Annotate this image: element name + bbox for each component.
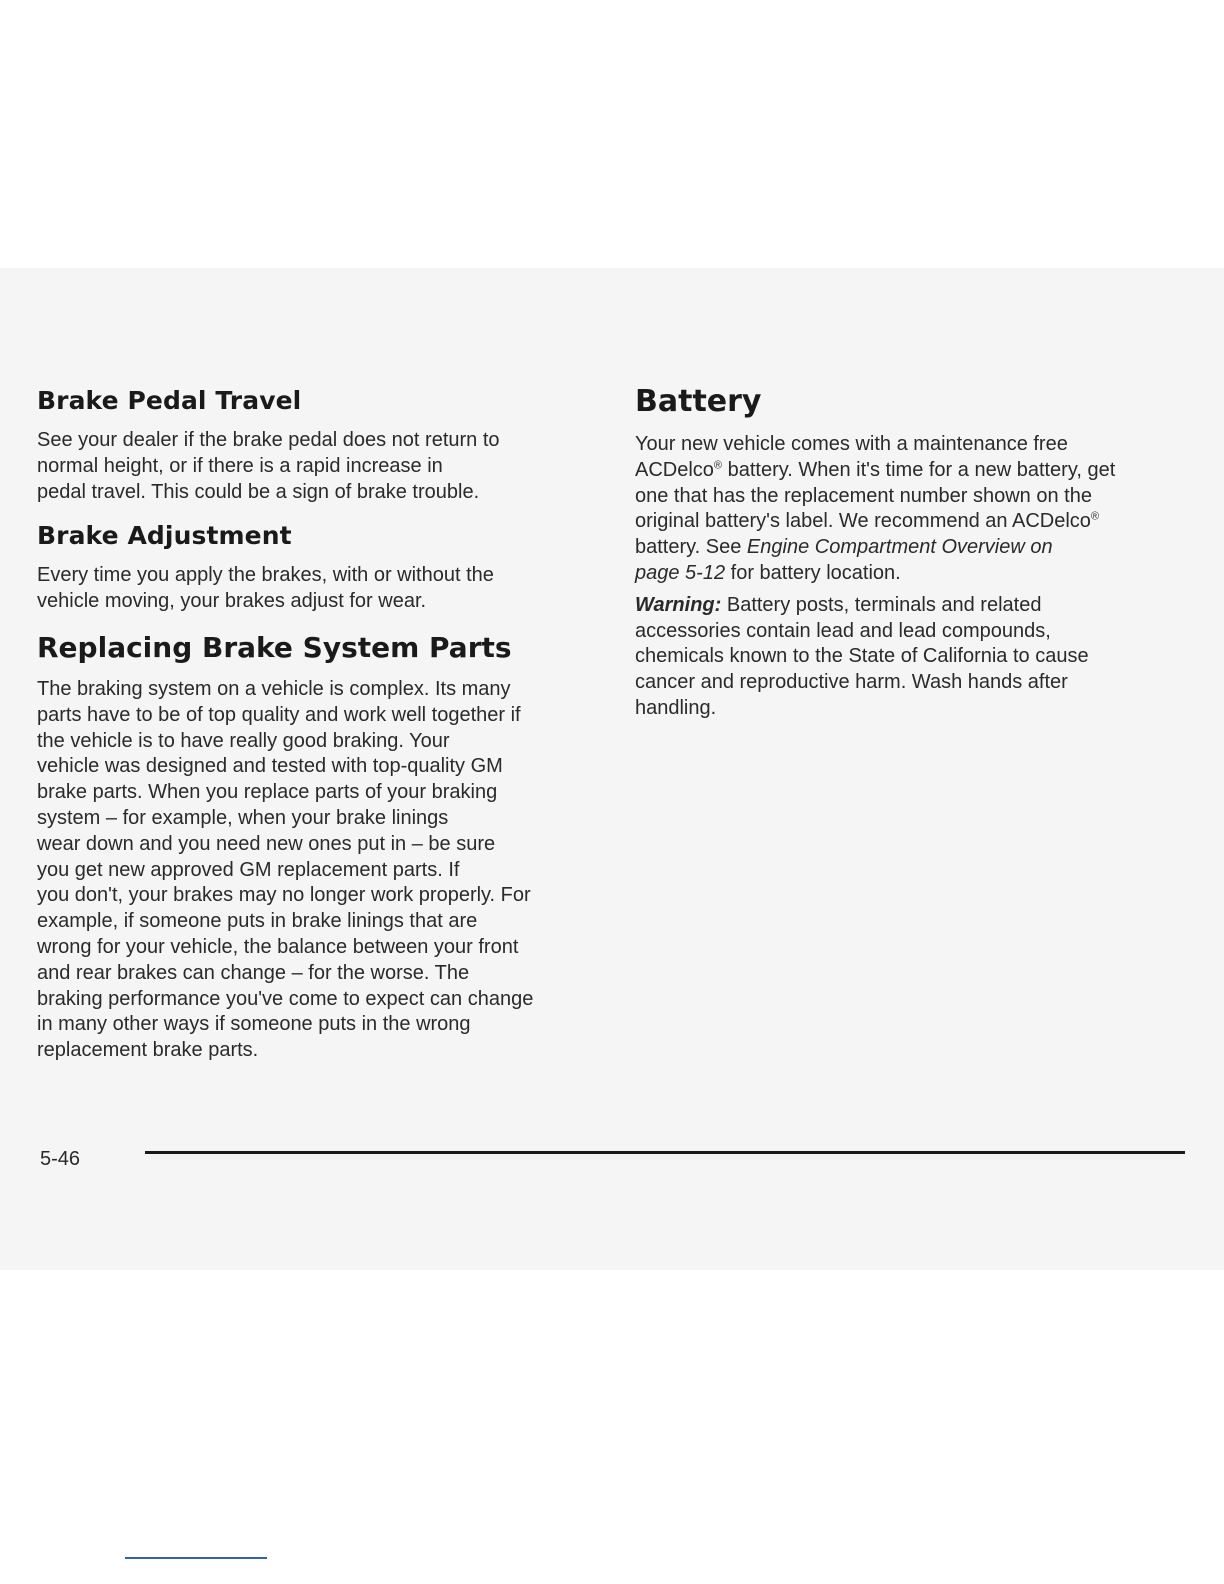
battery-text-line3: one that has the replacement number shown on the	[635, 484, 1092, 507]
battery-text-line1: Your new vehicle comes with a maintenance free	[635, 433, 1068, 455]
battery-text-end: for battery location.	[725, 561, 901, 584]
bottom-link-underline	[125, 1557, 267, 1559]
paragraph-battery	[635, 432, 1195, 587]
warning-label: Warning:	[635, 593, 722, 616]
heading-brake-pedal-travel: Brake Pedal Travel	[37, 386, 302, 415]
paragraph-brake-pedal-travel: See your dealer if the brake pedal does not return to normal height, or if there is a rapid increase in pedal travel. This could be a sign of brake trouble.	[37, 429, 500, 503]
battery-text-line2: battery. When it's time for a new battery, get	[722, 458, 1116, 481]
warning-text: Battery posts, terminals and related accessories contain lead and lead compounds, chemicals known to the State of California to cause cancer and reproductive harm. Wash hands after handling.	[635, 593, 1089, 719]
brand-acdelco: ACDelco	[635, 458, 714, 481]
registered-mark: ®	[713, 459, 723, 472]
heading-replacing-brake-system-parts: Replacing Brake System Parts	[37, 630, 512, 664]
cross-reference-link[interactable]: Engine Compartment Overview on page 5-12	[635, 536, 1053, 584]
paragraph-replacing-brake-system-parts: The braking system on a vehicle is complex. Its many parts have to be of top quality and work well together if the vehicle is to have really good braking. Your vehicle was designed and tested with top-quality GM brake parts. When you replace parts of your braking system – for example, when your brake linings wear down and you need new ones put in – be sure you get new approved GM replacement parts. If you don't, your brakes may no longer work properly. For example, if someone puts in brake linings that are wrong for your vehicle, the balance between your front and rear brakes can change – for the worse. The braking performance you've come to expect can change in many other ways if someone puts in the wrong replacement brake parts.	[37, 677, 534, 1062]
left-column	[37, 384, 602, 1078]
paragraph-warning	[635, 593, 1195, 722]
heading-brake-adjustment: Brake Adjustment	[37, 521, 292, 551]
battery-text-line5: battery. See	[635, 536, 747, 559]
battery-text-line4: original battery's label. We recommend an	[635, 510, 1012, 533]
brand-acdelco-2: ACDelco	[1011, 510, 1091, 533]
right-column	[635, 382, 1195, 736]
footer-rule	[145, 1151, 1185, 1154]
paragraph-brake-adjustment: Every time you apply the brakes, with or without the vehicle moving, your brakes adjust for wear.	[37, 564, 494, 613]
heading-battery: Battery	[635, 384, 762, 419]
page-number: 5-46	[40, 1148, 81, 1170]
registered-mark-2: ®	[1090, 510, 1100, 523]
